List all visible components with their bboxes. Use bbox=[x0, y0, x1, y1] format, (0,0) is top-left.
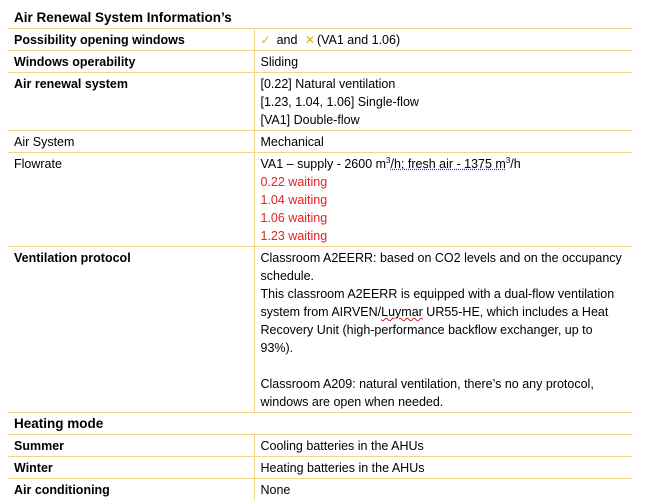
row-label: Possibility opening windows bbox=[8, 29, 254, 51]
row-windows-operability bbox=[8, 51, 632, 73]
waiting-item: 1.04 waiting bbox=[261, 191, 627, 209]
row-air-conditioning bbox=[8, 479, 632, 500]
row-value bbox=[254, 247, 632, 413]
row-opening-windows bbox=[8, 29, 632, 51]
waiting-item: 1.23 waiting bbox=[261, 227, 627, 245]
row-value bbox=[254, 29, 632, 51]
row-air-renewal-system bbox=[8, 73, 632, 131]
air-renewal-table bbox=[8, 7, 632, 500]
row-value: Sliding bbox=[254, 51, 632, 73]
row-label: Ventilation protocol bbox=[8, 247, 254, 413]
row-label: Summer bbox=[8, 435, 254, 457]
row-summer bbox=[8, 435, 632, 457]
row-value bbox=[254, 153, 632, 247]
renewal-line: [0.22] Natural ventilation bbox=[261, 75, 627, 93]
row-label: Air System bbox=[8, 131, 254, 153]
heating-title: Heating mode bbox=[8, 413, 632, 435]
row-winter bbox=[8, 457, 632, 479]
table-title: Air Renewal System Information’s bbox=[8, 7, 632, 29]
row-ventilation-protocol bbox=[8, 247, 632, 413]
row-value: Cooling batteries in the AHUs bbox=[254, 435, 632, 457]
paragraph-gap bbox=[261, 357, 627, 375]
row-value bbox=[254, 73, 632, 131]
row-label: Windows operability bbox=[8, 51, 254, 73]
row-air-system bbox=[8, 131, 632, 153]
renewal-line: [VA1] Double-flow bbox=[261, 111, 627, 129]
row-value: None bbox=[254, 479, 632, 500]
row-flowrate bbox=[8, 153, 632, 247]
protocol-paragraph: This classroom A2EERR is equipped with a dual-flow ventilation system from AIRVEN/Luymar UR55-HE, which includes a Heat Recovery Unit (high-performance backflow exchanger, up to 93%). bbox=[261, 285, 627, 357]
table-title-row bbox=[8, 7, 632, 29]
protocol-paragraph: Classroom A209: natural ventilation, there’s no any protocol, windows are open when needed. bbox=[261, 375, 627, 411]
protocol-paragraph: Classroom A2EERR: based on CO2 levels and on the occupancy schedule. bbox=[261, 249, 627, 285]
renewal-line: [1.23, 1.04, 1.06] Single-flow bbox=[261, 93, 627, 111]
flowrate-line: VA1 – supply - 2600 $m^3/h$; fresh air - 1375 $m^3/h$ bbox=[261, 155, 627, 173]
row-label: Air conditioning bbox=[8, 479, 254, 500]
waiting-item: 0.22 waiting bbox=[261, 173, 627, 191]
and-text: and bbox=[277, 33, 298, 47]
row-value: Heating batteries in the AHUs bbox=[254, 457, 632, 479]
cross-icon: ✕ bbox=[305, 33, 315, 47]
row-label: Flowrate bbox=[8, 153, 254, 247]
row-label: Air renewal system bbox=[8, 73, 254, 131]
opening-note: (VA1 and 1.06) bbox=[317, 33, 400, 47]
check-icon: ✓ bbox=[261, 33, 271, 47]
heating-title-row bbox=[8, 413, 632, 435]
row-value: Mechanical bbox=[254, 131, 632, 153]
row-label: Winter bbox=[8, 457, 254, 479]
waiting-item: 1.06 waiting bbox=[261, 209, 627, 227]
